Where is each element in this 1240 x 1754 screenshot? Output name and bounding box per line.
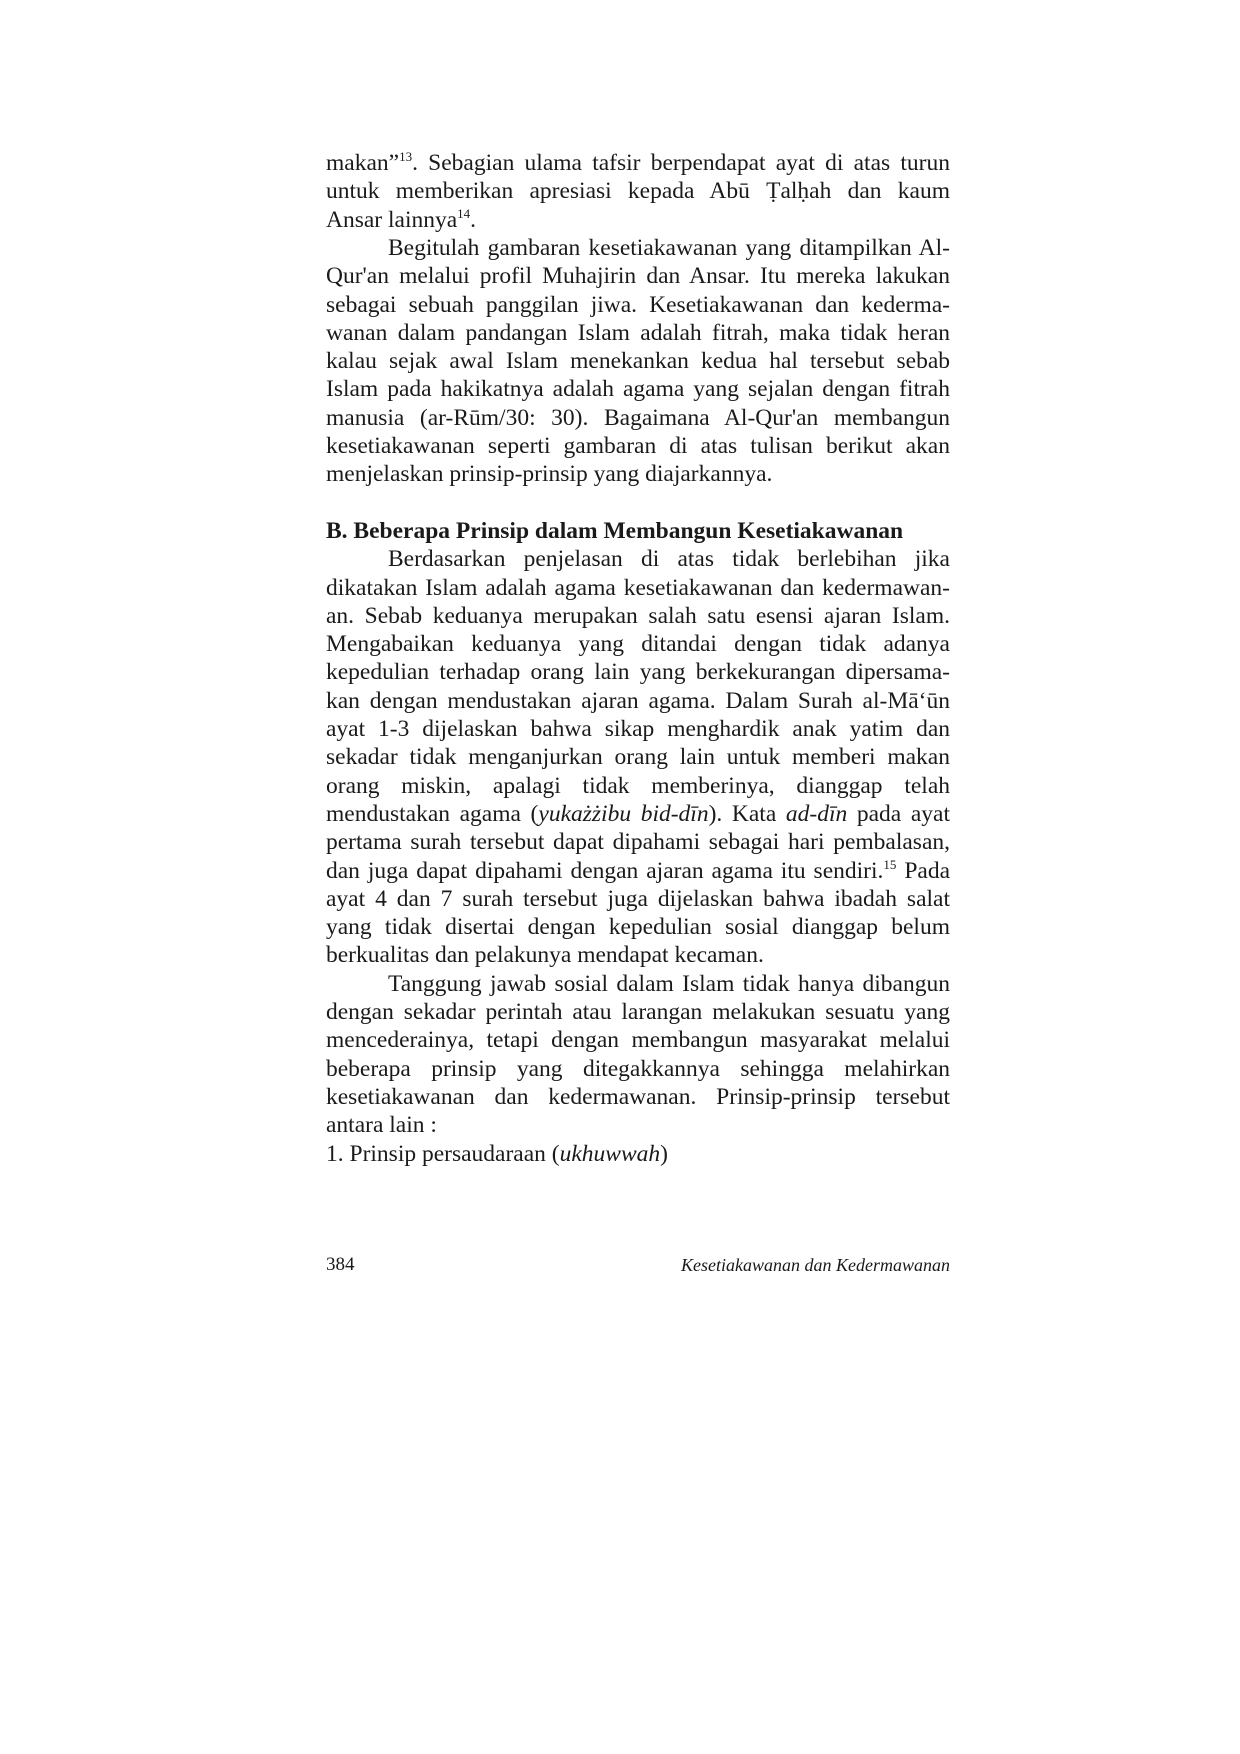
text-line <box>326 1111 950 1139</box>
text-segment: dan juga dapat dipahami dengan ajaran agama itu sendiri. <box>326 857 884 884</box>
text-segment: mencederainya, tetapi dengan membangun masyarakat melalui <box>326 1027 950 1054</box>
text-line <box>326 800 950 828</box>
text-segment: dengan sekadar perintah atau larangan melakukan sesuatu yang <box>326 999 950 1025</box>
text-line <box>326 319 950 347</box>
text-segment: pertama surah tersebut dapat dipahami sebagai hari pembalasan, <box>326 829 950 856</box>
text-line <box>326 772 950 800</box>
text-line <box>326 347 950 375</box>
text-line <box>326 658 950 686</box>
text-line <box>388 970 950 998</box>
text-segment: yang tidak disertai dengan kepedulian sosial dianggap belum <box>326 914 950 941</box>
text-line <box>326 687 950 715</box>
text-line <box>326 574 950 602</box>
text-segment: kalau sejak awal Islam menekankan kedua hal tersebut sebab <box>326 348 950 375</box>
text-segment: manusia (ar-Rūm/30: 30). Bagaimana Al-Qur'an membangun <box>326 404 950 431</box>
text-segment: Ansar lainnya <box>326 206 458 233</box>
text-line <box>326 262 950 290</box>
text-segment: orang miskin, apalagi tidak memberinya, dianggap telah <box>326 772 950 799</box>
text-line <box>326 149 950 177</box>
text-segment: mendustakan agama ( <box>326 800 539 827</box>
text-segment: Qur'an melalui profil Muhajirin dan Ansar. Itu mereka lakukan <box>326 263 950 290</box>
text-line <box>326 998 950 1026</box>
text-line <box>326 404 950 432</box>
text-segment: pada ayat <box>847 800 950 827</box>
text-line <box>326 432 950 460</box>
text-segment: sekadar tidak menganjurkan orang lain untuk memberi makan <box>326 744 950 771</box>
italic-term: ukhuwwah <box>559 1140 661 1167</box>
text-segment: beberapa prinsip yang ditegakkannya sehingga melahirkan <box>326 1055 950 1082</box>
text-segment: Pada <box>896 857 950 884</box>
page-number: 384 <box>326 1254 355 1275</box>
text-segment: an. Sebab keduanya merupakan salah satu esensi ajaran Islam. <box>326 602 950 629</box>
text-segment: makan” <box>326 150 400 176</box>
text-line <box>326 941 950 969</box>
italic-term: yukażżibu bid-dīn <box>538 800 709 827</box>
text-segment: 1. Prinsip persaudaraan ( <box>326 1140 560 1167</box>
text-segment: Islam pada hakikatnya adalah agama yang sejalan dengan fitrah <box>326 376 950 403</box>
text-segment: kesetiakawanan dan kedermawanan. Prinsip-prinsip tersebut <box>326 1083 950 1110</box>
text-segment: ayat 1-3 dijelaskan bahwa sikap menghardik anak yatim dan <box>326 716 950 742</box>
text-segment: kesetiakawanan seperti gambaran di atas tulisan berikut akan <box>326 433 950 459</box>
text-line <box>326 857 950 885</box>
text-line <box>326 913 950 941</box>
text-segment: kepedulian terhadap orang lain yang berkekurangan dipersama- <box>326 659 950 686</box>
text-line <box>326 885 950 913</box>
text-segment: sebagai sebuah panggilan jiwa. Kesetiakawanan dan kederma- <box>326 291 950 318</box>
text-segment: wanan dalam pandangan Islam adalah fitrah, maka tidak heran <box>326 319 950 346</box>
text-line <box>326 1140 950 1168</box>
text-segment: dikatakan Islam adalah agama kesetiakawanan dan kedermawan- <box>326 574 950 601</box>
text-segment: ayat 4 dan 7 surah tersebut juga dijelaskan bahwa ibadah salat <box>326 885 950 912</box>
text-segment: berkualitas dan pelakunya mendapat kecaman. <box>326 942 764 969</box>
text-line <box>326 828 950 856</box>
text-segment: antara lain : <box>326 1112 437 1139</box>
text-line <box>388 234 950 262</box>
text-line <box>326 291 950 319</box>
footnote-ref: 13 <box>399 149 413 164</box>
text-segment: kan dengan mendustakan ajaran agama. Dalam Surah al-Mā‘ūn <box>326 687 950 714</box>
text-line <box>326 1026 950 1054</box>
italic-term: ad-dīn <box>785 800 848 827</box>
text-segment: ) <box>660 1140 668 1167</box>
text-segment: . <box>470 206 477 233</box>
text-line <box>326 743 950 771</box>
text-line <box>326 630 950 658</box>
text-segment: Berdasarkan penjelasan di atas tidak berlebihan jika <box>388 546 950 573</box>
text-line <box>326 177 950 205</box>
text-line <box>326 1055 950 1083</box>
section-heading <box>326 517 950 545</box>
text-line <box>326 375 950 403</box>
footnote-ref: 15 <box>883 856 897 872</box>
running-title: Kesetiakawanan dan Kedermawanan <box>681 1255 950 1275</box>
text-line <box>326 715 950 743</box>
text-segment: Begitulah gambaran kesetiakawanan yang ditampilkan Al- <box>388 234 950 261</box>
text-segment: untuk memberikan apresiasi kepada Abū Ṭalḥah dan kaum <box>326 178 950 205</box>
text-line <box>388 545 950 573</box>
text-line <box>326 460 950 488</box>
text-segment: . Sebagian ulama tafsir berpendapat ayat di atas turun <box>412 150 950 176</box>
text-line <box>326 602 950 630</box>
footnote-ref: 14 <box>457 205 471 221</box>
text-segment: Mengabaikan keduanya yang ditandai dengan tidak adanya <box>326 631 950 658</box>
text-segment: menjelaskan prinsip-prinsip yang diajarkannya. <box>326 461 773 488</box>
text-segment: ). Kata <box>708 800 786 827</box>
text-line <box>326 206 950 234</box>
text-line <box>326 1083 950 1111</box>
text-segment: B. Beberapa Prinsip dalam Membangun Kesetiakawanan <box>326 517 904 544</box>
text-segment: Tanggung jawab sosial dalam Islam tidak hanya dibangun <box>388 970 950 997</box>
